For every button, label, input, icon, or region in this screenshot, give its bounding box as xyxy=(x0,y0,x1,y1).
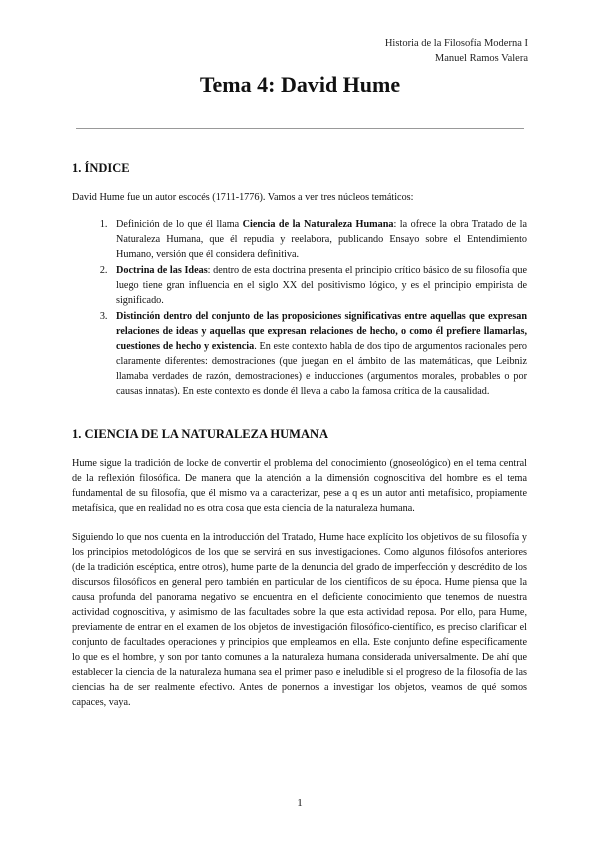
author-name: Manuel Ramos Valera xyxy=(434,53,528,64)
science-heading: 1. CIENCIA DE LA NATURALEZA HUMANA xyxy=(72,427,329,441)
course-name: Historia de la Filosofía Moderna I xyxy=(384,38,528,49)
list-item: 1. Definición de lo que él llama Ciencia de la Naturaleza Humana: la ofrece la obra Tratado de la Naturaleza Humana, que él repudia y reelabora, publicando Ensayo sobre el Entendimiento Humano, versión que él considera definitiva. xyxy=(110,217,527,262)
title-divider xyxy=(76,128,524,129)
list-item: 3. Distinción dentro del conjunto de las proposiciones significativas entre aquellas que expresan relaciones de ideas y aquellas que expresan relaciones de hecho, o como él prefiere llamarlas, cuestiones de hecho y existencia. En este contexto habla de dos tipo de argumentos racionales pero claramente diferentes: demostraciones (que juegan en el ámbito de las matemáticas, que Leibniz llamaba verdades de razón, demostraciones) e inducciones (argumentos morales, probables o por causas innatas). En este contexto es donde él lleva a cabo la famosa crítica de la causalidad. xyxy=(110,309,527,399)
page-number: 1 xyxy=(297,797,303,809)
index-intro: David Hume fue un autor escocés (1711-1776). Vamos a ver tres núcleos temáticos: xyxy=(72,192,414,203)
body-paragraph: Siguiendo lo que nos cuenta en la introducción del Tratado, Hume hace explícito los objetivos de su filosofía y los principios metodológicos de los que se servirá en sus investigaciones. Como algunos filósofos anteriores (de la tradición escéptica, entre otros), hume parte de la denuncia del grado de imperfección y descrédito de los discursos filosóficos en general pero también en particular de los científicos de su época. Hume piensa que la causa profunda del panorama negativo se encuentra en el deficiente conocimiento que tenemos de nuestra actividad cognoscitiva, y asimismo de las facultades sobre la que esta actividad reposa. Por ello, para Hume, previamente de entrar en el examen de los objetos de investigación filosófico-científico, es preciso clarificar el conjunto de facultades operaciones y principios que empleamos en ella. Este conjunto define específicamente lo que es el hombre, y son por tanto comunes a la naturaleza humana considerada universalmente. De ahí que establecer la ciencia de la naturaleza humana sea el primer paso e ineludible si el progreso de la filosofía de las ciencias ha de ser realmente efectivo. Antes de ponernos a investigar los objetos, veamos de qué somos capaces, vaya. xyxy=(72,532,527,708)
running-header xyxy=(385,36,528,66)
index-heading: 1. ÍNDICE xyxy=(72,161,130,175)
page-title: Tema 4: David Hume xyxy=(199,72,401,97)
topics-list xyxy=(72,217,527,399)
list-item: 2. Doctrina de las Ideas: dentro de esta doctrina presenta el principio crítico básico de su filosofía que luego tiene gran influencia en el siglo XX del positivismo lógico, y es el principio empirista de significado. xyxy=(110,263,527,308)
document-body xyxy=(72,160,527,724)
body-paragraph: Hume sigue la tradición de locke de convertir el problema del conocimiento (gnoseológico) en el tema central de la reflexión filosófica. De manera que la atención a la dimensión cognoscitiva del hombre es el tema fundamental de su filosofía, que él mismo va a caracterizar, pese a q es un autor anti metafísico, propiamente metafísica, que en realidad no es otra cosa que esta ciencia de la naturaleza humana. xyxy=(72,458,527,514)
